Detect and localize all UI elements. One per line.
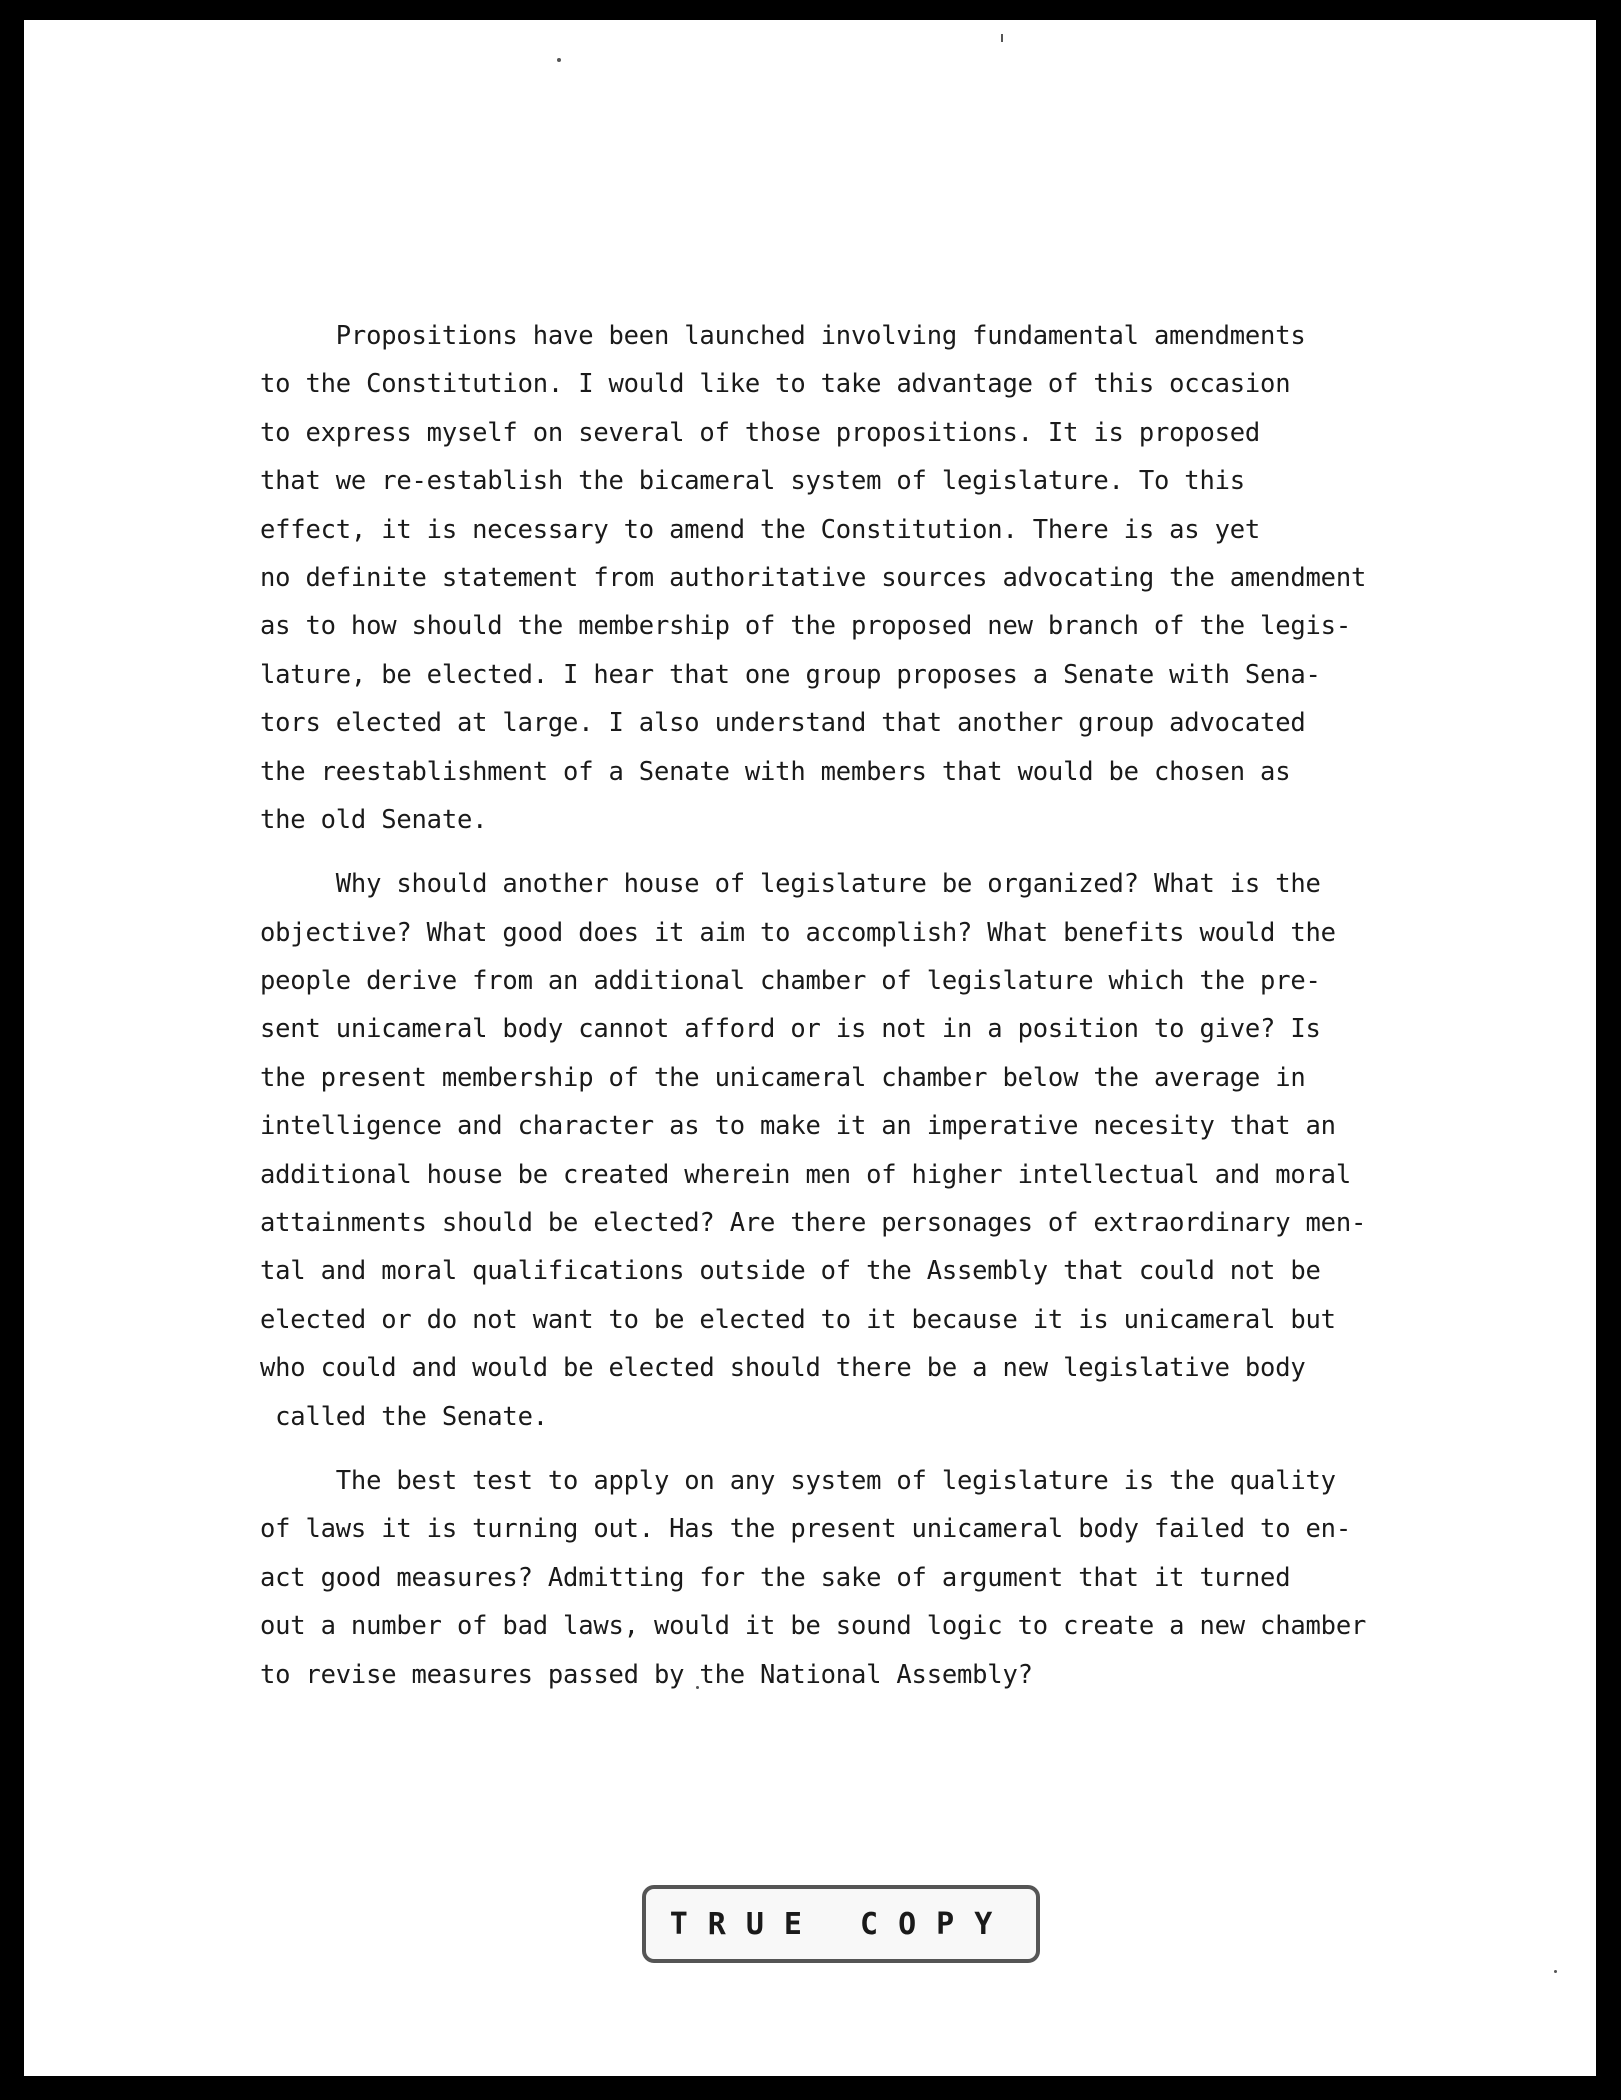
- text-line: to the Constitution. I would like to take advantage of this occasion: [260, 369, 1291, 400]
- text-line: tal and moral qualifications outside of the Assembly that could not be: [260, 1256, 1321, 1287]
- text-line: no definite statement from authoritative sources advocating the amendment: [260, 562, 1367, 593]
- speck: [1001, 34, 1003, 42]
- true-copy-stamp: [642, 1885, 1040, 1963]
- text-line: intelligence and character as to make it an imperative necesity that an: [260, 1111, 1336, 1142]
- speck: [557, 58, 561, 62]
- document-body: [260, 312, 1500, 1715]
- text-line: Why should another house of legislature be organized? What is the: [260, 869, 1321, 900]
- text-line: the old Senate.: [260, 804, 488, 835]
- text-line: attainments should be elected? Are there personages of extraordinary men-: [260, 1208, 1367, 1239]
- document-page: [24, 20, 1596, 2076]
- text-line: to revise measures passed by the National Assembly?: [260, 1659, 1033, 1690]
- text-line: who could and would be elected should there be a new legislative body: [260, 1353, 1306, 1384]
- stamp-text: TRUE COPY: [669, 1906, 1013, 1942]
- text-line: people derive from an additional chamber of legislature which the pre-: [260, 966, 1321, 997]
- speck: [1554, 1970, 1557, 1973]
- text-line: Propositions have been launched involving fundamental amendments: [260, 321, 1306, 351]
- text-line: out a number of bad laws, would it be sound logic to create a new chamber: [260, 1611, 1367, 1642]
- text-line: the reestablishment of a Senate with members that would be chosen as: [260, 756, 1291, 787]
- text-line: effect, it is necessary to amend the Constitution. There is as yet: [260, 514, 1261, 545]
- text-line: additional house be created wherein men of higher intellectual and moral: [260, 1159, 1351, 1190]
- paragraph-3: [260, 1457, 1500, 1699]
- text-line: that we re-establish the bicameral system of legislature. To this: [260, 466, 1245, 497]
- paragraph-1: [260, 312, 1500, 844]
- text-line: to express myself on several of those propositions. It is proposed: [260, 417, 1261, 448]
- text-line: act good measures? Admitting for the sake of argument that it turned: [260, 1562, 1291, 1593]
- text-line: of laws it is turning out. Has the present unicameral body failed to en-: [260, 1514, 1351, 1545]
- text-line: called the Senate.: [260, 1401, 548, 1432]
- text-line: objective? What good does it aim to accomplish? What benefits would the: [260, 917, 1336, 948]
- text-line: elected or do not want to be elected to it because it is unicameral but: [260, 1304, 1336, 1335]
- text-line: tors elected at large. I also understand that another group advocated: [260, 708, 1306, 739]
- text-line: The best test to apply on any system of legislature is the quality: [260, 1465, 1336, 1496]
- text-line: the present membership of the unicameral chamber below the average in: [260, 1062, 1306, 1093]
- text-line: as to how should the membership of the proposed new branch of the legis-: [260, 611, 1351, 642]
- paragraph-2: [260, 860, 1500, 1441]
- text-line: sent unicameral body cannot afford or is not in a position to give? Is: [260, 1014, 1321, 1045]
- text-line: lature, be elected. I hear that one group proposes a Senate with Sena-: [260, 659, 1321, 690]
